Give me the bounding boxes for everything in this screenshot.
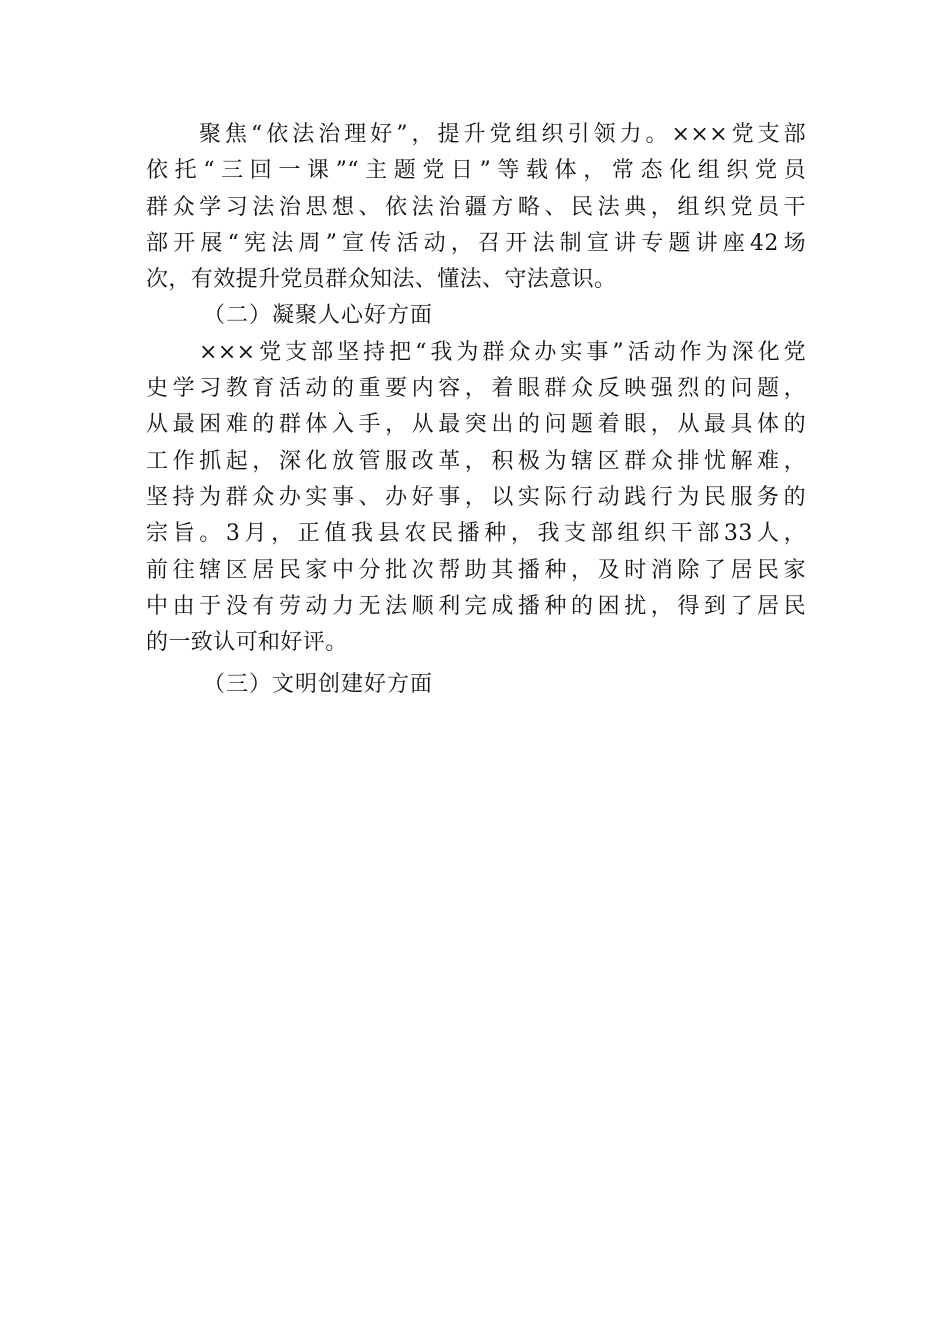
document-body: [146, 117, 806, 704]
paragraph-line: 前往辖区居民家中分批次帮助其播种，及时消除了居民家: [146, 557, 806, 583]
paragraph-line: 次，有效提升党员群众知法、懂法、守法意识。: [146, 267, 617, 293]
paragraph-line: 从最困难的群体入手，从最突出的问题着眼，从最具体的: [146, 412, 806, 438]
paragraph-line: 群众学习法治思想、依法治疆方略、民法典，组织党员干: [146, 194, 806, 220]
paragraph-line: 工作抓起，深化放管服改革，积极为辖区群众排忧解难，: [146, 448, 806, 474]
paragraph-line: 的一致认可和好评。: [146, 630, 348, 656]
section-heading-three: （三）文明创建好方面: [203, 672, 434, 698]
paragraph-line: 部开展“宪法周”宣传活动，召开法制宣讲专题讲座42场: [146, 230, 806, 256]
paragraph-line: 宗旨。3月，正值我县农民播种，我支部组织干部33人，: [146, 521, 806, 547]
paragraph-line: 坚持为群众办实事、办好事，以实际行动践行为民服务的: [146, 484, 806, 510]
paragraph-rule-of-law: [146, 117, 806, 298]
paragraph-line: 聚焦“依法治理好”，提升党组织引领力。×××党支部: [199, 122, 806, 147]
paragraph-line: 史学习教育活动的重要内容，着眼群众反映强烈的问题，: [146, 376, 806, 402]
paragraph-line: 依托“三回一课”“主题党日”等载体，常态化组织党员: [146, 158, 806, 184]
paragraph-line: 中由于没有劳动力无法顺利完成播种的困扰，得到了居民: [146, 593, 806, 619]
paragraph-unity: [146, 335, 806, 662]
section-heading-two: （二）凝聚人心好方面: [203, 303, 434, 329]
paragraph-line: ×××党支部坚持把“我为群众办实事”活动作为深化党: [199, 339, 806, 365]
